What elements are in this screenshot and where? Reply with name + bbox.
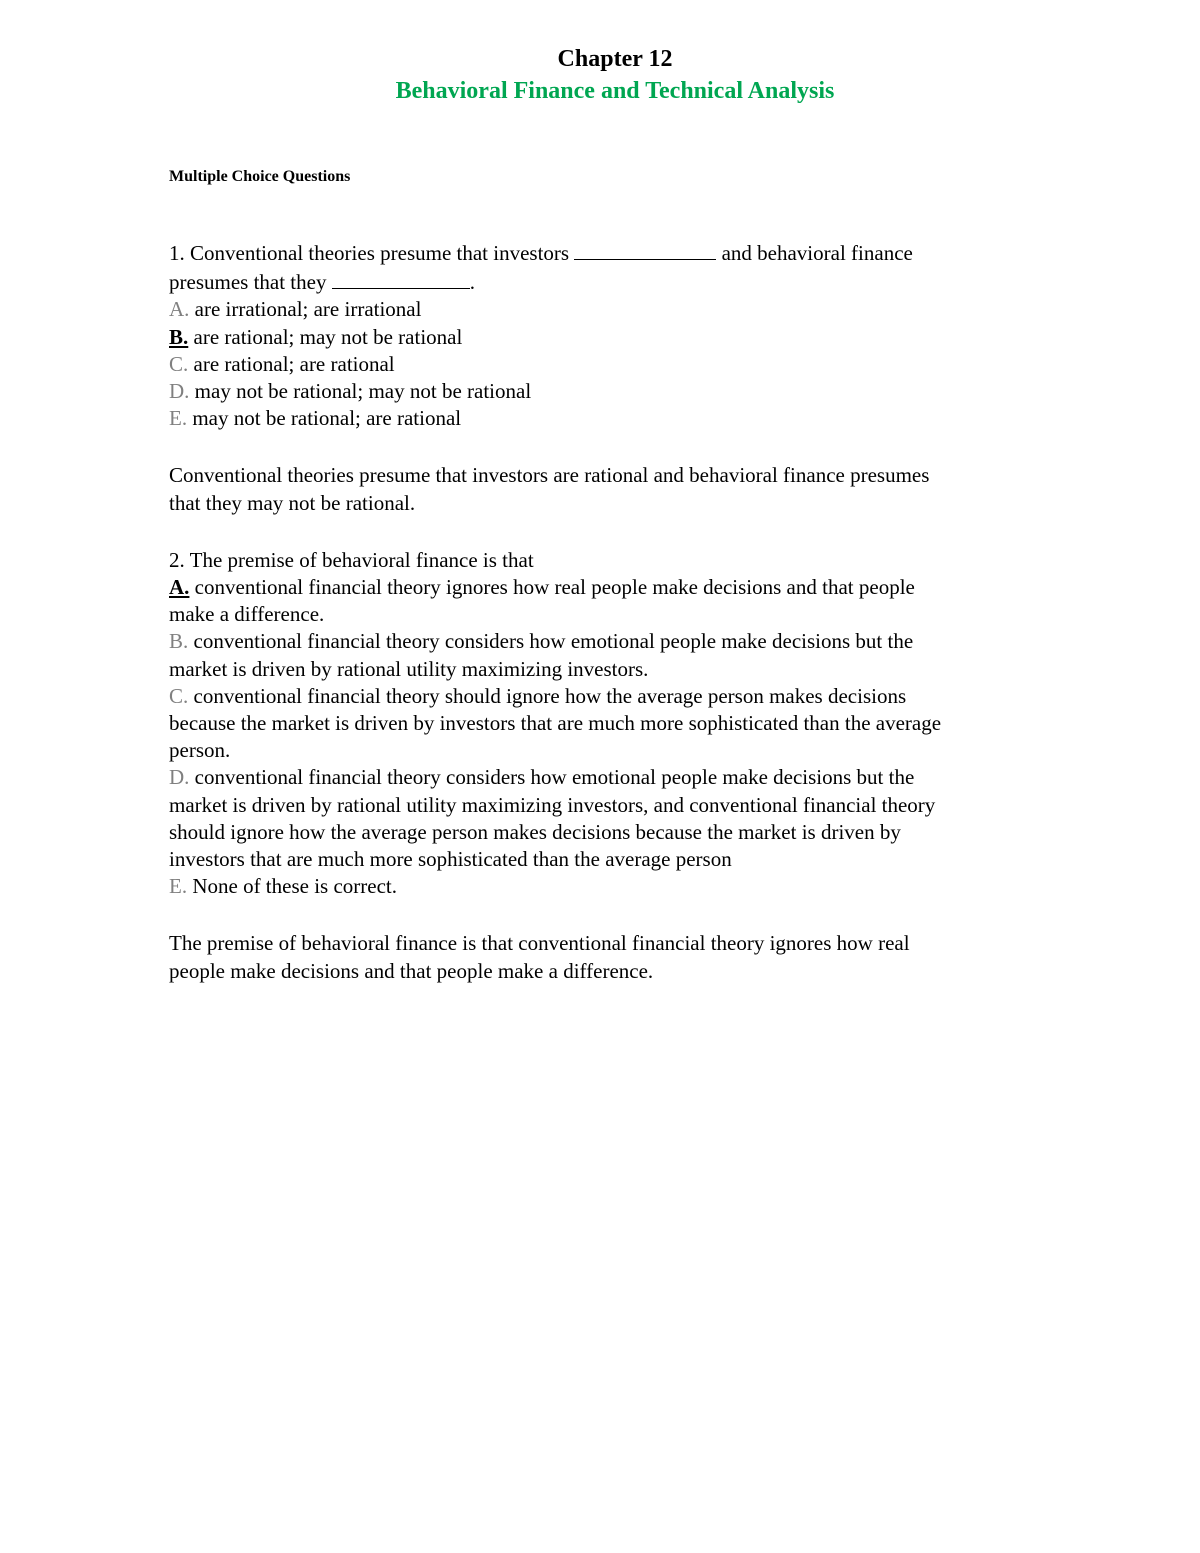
answer-blank	[574, 238, 716, 260]
questions-content	[169, 238, 1049, 985]
option-e: E. may not be rational; are rational	[169, 406, 462, 431]
option-d: D. conventional financial theory considers how emotional people make decisions but the	[169, 765, 915, 790]
option-b-correct: B. are rational; may not be rational	[169, 324, 463, 349]
option-a: A. are irrational; are irrational	[169, 297, 422, 322]
option-d-continued: market is driven by rational utility maximizing investors, and conventional financial theory	[169, 792, 936, 817]
question-1-stem-line-1: 1. Conventional theories presume that investors and behavioral finance	[169, 238, 1049, 267]
answer-blank	[332, 267, 470, 289]
chapter-title: Chapter 12	[557, 46, 673, 72]
option-a-continued: make a difference.	[169, 602, 325, 627]
question-1	[169, 238, 1049, 517]
question-1-explanation: that they may not be rational.	[169, 490, 416, 515]
option-d-continued: should ignore how the average person makes decisions because the market is driven by	[169, 819, 901, 844]
option-d: D. may not be rational; may not be rational	[169, 379, 532, 404]
option-b-continued: market is driven by rational utility maximizing investors.	[169, 656, 649, 681]
option-c: C. are rational; are rational	[169, 351, 395, 376]
question-2-explanation: The premise of behavioral finance is that conventional financial theory ignores how real	[169, 931, 910, 956]
chapter-subtitle: Behavioral Finance and Technical Analysis	[395, 78, 835, 104]
section-heading: Multiple Choice Questions	[169, 168, 351, 185]
option-e: E. None of these is correct.	[169, 874, 397, 899]
option-c: C. conventional financial theory should ignore how the average person makes decisions	[169, 683, 907, 708]
option-c-continued: because the market is driven by investors that are much more sophisticated than the average	[169, 711, 942, 736]
question-2-explanation: people make decisions and that people make a difference.	[169, 958, 654, 983]
option-c-continued: person.	[169, 738, 231, 763]
question-2	[169, 547, 1049, 985]
question-2-stem: 2. The premise of behavioral finance is that	[169, 547, 534, 572]
option-d-continued: investors that are much more sophisticated than the average person	[169, 847, 732, 872]
option-a-correct: A. conventional financial theory ignores how real people make decisions and that people	[169, 575, 915, 600]
option-b: B. conventional financial theory considers how emotional people make decisions but the	[169, 629, 914, 654]
question-1-explanation: Conventional theories presume that investors are rational and behavioral finance presumes	[169, 463, 930, 488]
question-1-stem-line-2: presumes that they .	[169, 267, 1049, 296]
